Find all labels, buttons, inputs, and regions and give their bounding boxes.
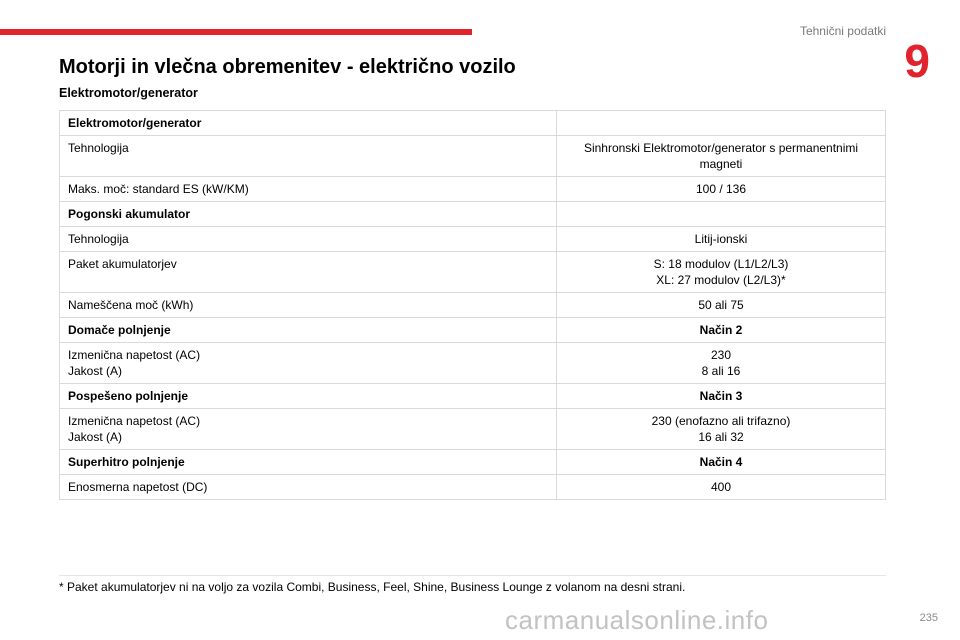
table-cell-label: Pogonski akumulator [60,202,557,227]
table-cell-label: Superhitro polnjenje [60,450,557,475]
table-cell-label: Pospešeno polnjenje [60,384,557,409]
table-cell-label: Izmenična napetost (AC) Jakost (A) [60,409,557,450]
table-cell-value: 230 8 ali 16 [557,343,886,384]
table-cell-label: Domače polnjenje [60,318,557,343]
table-row [60,293,886,318]
section-label: Tehnični podatki [799,24,886,38]
table-cell-label: Tehnologija [60,136,557,177]
table-row [60,177,886,202]
table-cell-value: Način 2 [557,318,886,343]
table-row [60,227,886,252]
table-row [60,475,886,500]
spec-table [59,110,886,500]
table-cell-label: Nameščena moč (kWh) [60,293,557,318]
table-cell-value: 230 (enofazno ali trifazno) 16 ali 32 [557,409,886,450]
table-cell-label: Paket akumulatorjev [60,252,557,293]
table-cell-value: Način 4 [557,450,886,475]
table-cell-value [557,111,886,136]
section-subtitle: Elektromotor/generator [59,86,198,100]
watermark: carmanualsonline.info [505,605,769,635]
table-cell-value: 400 [557,475,886,500]
table-row [60,136,886,177]
table-cell-value: Način 3 [557,384,886,409]
table-cell-value: S: 18 modulov (L1/L2/L3) XL: 27 modulov (L2/L3)* [557,252,886,293]
table-cell-label: Tehnologija [60,227,557,252]
table-row [60,343,886,384]
table-cell-label: Elektromotor/generator [60,111,557,136]
table-row [60,252,886,293]
table-section-header-row [60,202,886,227]
table-cell-label: Izmenična napetost (AC) Jakost (A) [60,343,557,384]
table-section-header-row [60,111,886,136]
chapter-number: 9 [904,35,930,87]
footnote: * Paket akumulatorjev ni na voljo za vozila Combi, Business, Feel, Shine, Business Lounge z volanom na desni strani. [59,580,686,594]
table-cell-label: Enosmerna napetost (DC) [60,475,557,500]
spec-table-body [60,111,886,500]
footnote-divider [59,575,886,576]
table-section-header-row [60,318,886,343]
table-section-header-row [60,450,886,475]
table-cell-value: Sinhronski Elektromotor/generator s permanentnimi magneti [557,136,886,177]
table-row [60,409,886,450]
header-accent-bar [0,29,472,35]
table-cell-value: 50 ali 75 [557,293,886,318]
table-cell-value [557,202,886,227]
table-section-header-row [60,384,886,409]
table-cell-value: 100 / 136 [557,177,886,202]
page-number: 235 [919,612,938,624]
table-cell-value: Litij-ionski [557,227,886,252]
table-cell-label: Maks. moč: standard ES (kW/KM) [60,177,557,202]
page-title: Motorji in vlečna obremenitev - električno vozilo [59,56,516,78]
